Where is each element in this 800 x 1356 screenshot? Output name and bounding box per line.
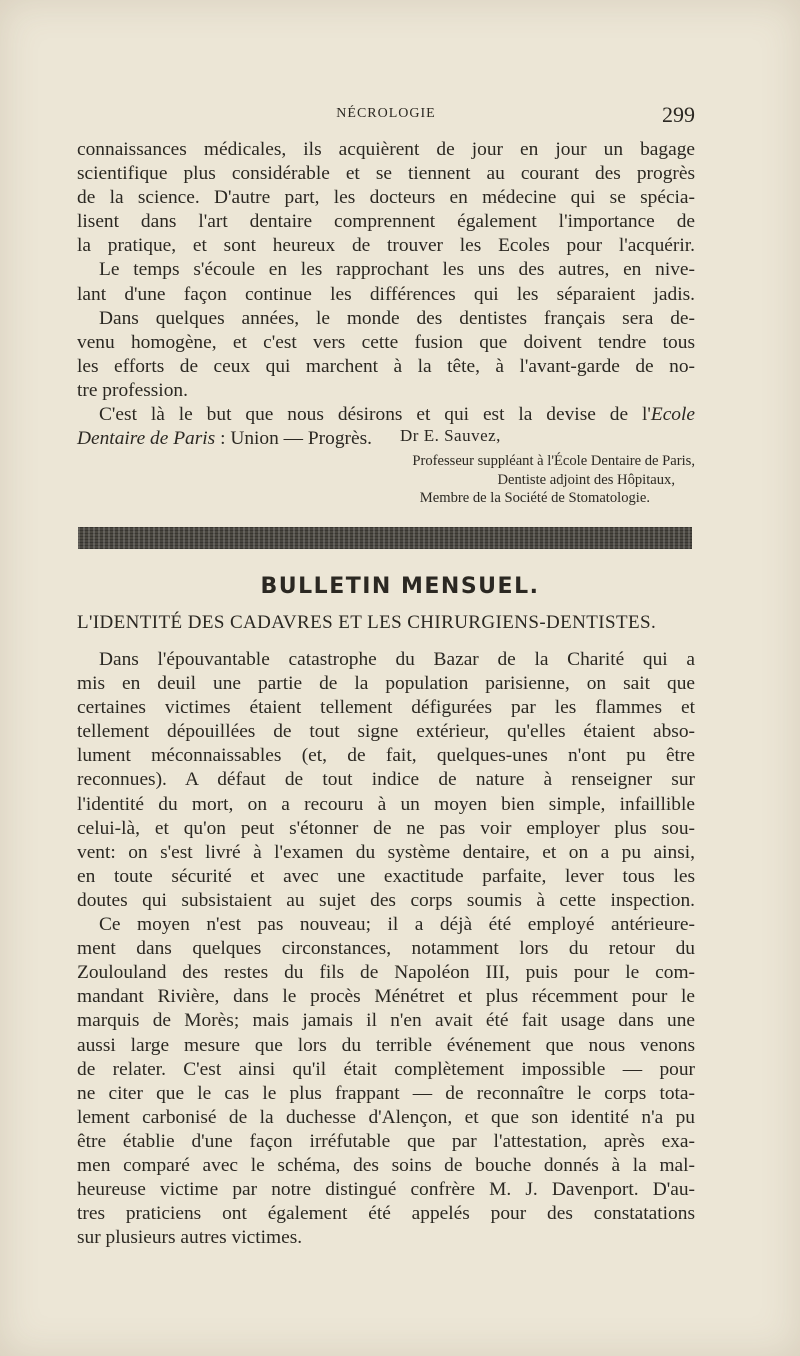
text-line: heureuse victime par notre distingué confrère M. J. Davenport. D'au- [77,1179,695,1201]
text-line: scientifique plus considérable et se tiennent au courant des progrès [77,163,695,185]
text-line: de relater. C'est ainsi qu'il était complètement impossible — pour [77,1058,695,1080]
text-line: doutes qui subsistaient au sujet des corps soumis à cette inspection. [77,889,695,911]
text-line: Ce moyen n'est pas nouveau; il a déjà été employé antérieure- [99,914,695,936]
italic-school-name: Ecole [650,404,695,426]
text-line: Zoulouland des restes du fils de Napoléon III, puis pour le com- [77,962,695,984]
text-line: l'identité du mort, on a recouru à un moyen bien simple, infaillible [77,793,695,815]
page-number: 299 [662,102,695,127]
running-title: NÉCROLOGIE [336,106,436,121]
text-line: celui-là, et qu'on peut s'étonner de ne pas voir employer plus sou- [77,817,695,839]
text-line: en toute sécurité et avec une exactitude parfaite, lever tous les [77,865,695,887]
text-line: men comparé avec le schéma, des soins de bouche donnés à la mal- [77,1154,695,1176]
text-line: aussi large mesure que lors du terrible événement que nous venons [77,1034,695,1056]
text-line: ne citer que le cas le plus frappant — de reconnaître le corps tota- [77,1082,695,1104]
text-line: certaines victimes étaient tellement défigurées par les flammes et [77,697,695,719]
text-line: mis en deuil une partie de la population parisienne, on sait que [77,673,695,695]
decorative-rule [78,527,692,549]
text-line: connaissances médicales, ils acquièrent de jour en jour un bagage [77,139,695,160]
author-title: Membre de la Société de Stomatologie. [419,490,650,506]
text-line: Le temps s'écoule en les rapprochant les uns des autres, en nive- [99,259,695,281]
text-line: être établie d'une façon irréfutable que par l'attestation, après exa- [77,1130,695,1152]
article-body [77,648,695,1250]
text-line: lement carbonisé de la duchesse d'Alençon, et que son identité n'a pu [77,1106,695,1128]
text-line [77,427,695,451]
text-line: lument méconnaissables (et, de fait, quelques-unes n'ont pu être [77,745,695,767]
text-line: tres praticiens ont également été appelés pour des constatations [77,1203,695,1225]
text-line: sur plusieurs autres victimes. [77,1227,303,1249]
text-line: Dans l'épouvantable catastrophe du Bazar de la Charité qui a [99,649,695,670]
author-title: Professeur suppléant à l'École Dentaire de Paris, [412,453,695,469]
obituary-continuation [77,138,695,451]
text-line: reconnues). A défaut de tout indice de nature à renseigner sur [77,769,695,791]
article-title: L'IDENTITÉ DES CADAVRES ET LES CHIRURGIENS-DENTISTES. [77,612,657,633]
text-line: marquis de Morès; mais jamais il n'en avait été fait usage dans une [77,1010,695,1032]
text-line: lant d'une façon continue les différences qui les séparaient jadis. [77,283,695,305]
text-line: venu homogène, et c'est vers cette fusion que doivent tendre tous [77,331,695,353]
italic-school-name: Dentaire de Paris [77,428,216,450]
text-line: lisent dans l'art dentaire comprennent également l'importance de [77,211,695,233]
text-line [77,403,695,427]
author-title: Dentiste adjoint des Hôpitaux, [497,472,675,488]
text-line: mandant Rivière, dans le procès Ménétret et plus récemment pour le [77,986,695,1008]
running-header [77,102,695,130]
text-line: tre profession. [77,379,188,401]
text-line: vent: on s'est livré à l'examen du système dentaire, et on a pu ainsi, [77,841,695,863]
text-line: la pratique, et sont heureux de trouver les Ecoles pour l'acquérir. [77,235,695,257]
author-name: Dr E. Sauvez, [400,426,501,445]
section-heading: BULLETIN MENSUEL. [260,574,540,599]
text-fragment: C'est là le but que nous désirons et qui est la devise de l' [99,404,651,426]
text-line: ment dans quelques circonstances, notamment lors du retour du [77,938,695,960]
text-line: les efforts de ceux qui marchent à la tête, à l'avant-garde de no- [77,355,695,377]
text-line: de la science. D'autre part, les docteurs en médecine qui se spécia- [77,187,695,209]
motto: : Union — Progrès. [215,428,372,450]
text-line: Dans quelques années, le monde des dentistes français sera de- [99,307,695,329]
text-line: tellement dépouillées de tout signe extérieur, qu'elles étaient abso- [77,721,695,743]
